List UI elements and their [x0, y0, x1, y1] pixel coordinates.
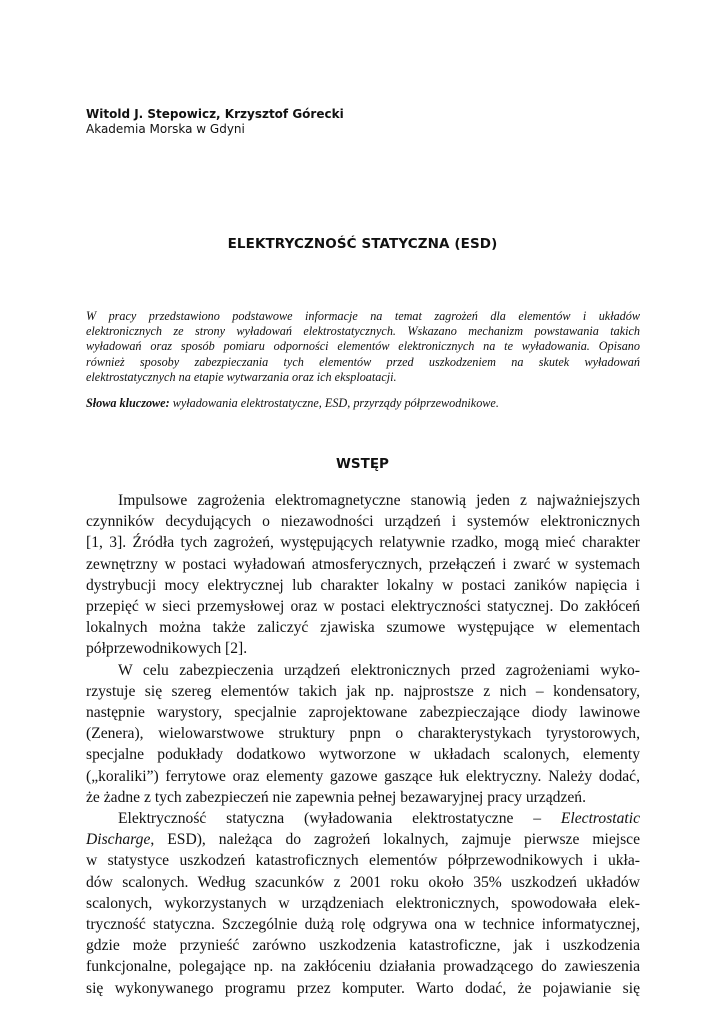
body-line: funkcjonalne, polegające np. na zakłóceniu działania prowadzącego do zawieszenia — [86, 958, 640, 976]
body-line: Impulsowe zagrożenia elektromagnetyczne stanowią jeden z najważniejszych — [118, 492, 640, 509]
section-heading: WSTĘP — [336, 456, 389, 472]
affiliation: Akademia Morska w Gdyni — [86, 122, 245, 136]
body-line: następnie warystory, specjalnie zaprojektowane zabezpieczające diody lawinowe — [86, 704, 640, 722]
body-line: dów scalonych. Według szacunków z 2001 roku około 35% uszkodzeń układów — [86, 873, 640, 891]
body-line: przepięć w sieci przemysłowej oraz w postaci elektryczności statycznej. Do zakłóceń — [86, 598, 640, 616]
body-line: tryczność statyczna. Szczególnie dużą rolę odgrywa ona w technice informatycznej, — [86, 916, 640, 934]
abstract — [86, 309, 640, 385]
keywords — [86, 396, 640, 411]
body-line: dystrybucji mocy elektrycznej lub charakter lokalny w postaci zaników napięcia i — [86, 576, 640, 594]
keywords-label: Słowa kluczowe: — [86, 396, 170, 410]
body-line: gdzie może przynieść zarówno uszkodzenia katastroficzne, jak i uszkodzenia — [86, 937, 640, 955]
keywords-text: wyładowania elektrostatyczne, ESD, przyrządy półprzewodnikowe. — [169, 396, 499, 410]
body-line: W celu zabezpieczenia urządzeń elektronicznych przed zagrożeniami wyko- — [118, 661, 640, 679]
abstract-line: W pracy przedstawiono podstawowe informacje na temat zagrożeń dla elementów i układów — [86, 309, 640, 323]
body-line: że żadne z tych zabezpieczeń nie zapewnia pełnej bezawaryjnej pracy urządzeń. — [86, 788, 586, 806]
author-names: Witold J. Stepowicz, Krzysztof Górecki — [86, 107, 344, 121]
body-line: („koraliki”) ferrytowe oraz elementy gazowe gaszące łuk elektryczny. Należy dodać, — [86, 767, 640, 785]
abstract-line: również sposoby zabezpieczania tych elementów przed uszkodzeniem na skutek wyładowań — [86, 354, 640, 369]
body-line: się wykonywanego programu przez komputer. Warto dodać, że pojawianie się — [86, 979, 640, 997]
body-line: scalonych, wykorzystanych w urządzeniach elektronicznych, spowodowała elek- — [86, 894, 640, 912]
body-line — [86, 829, 640, 850]
body-line: specjalne podukłady dodatkowo wytworzone w układach scalonych, elementy — [86, 746, 640, 764]
body-line: rzystuje się szereg elementów takich jak np. najprostsze z nich – kondensatory, — [86, 682, 640, 700]
body-line: w statystyce uszkodzeń katastroficznych elementów półprzewodnikowych i ukła- — [86, 852, 640, 870]
author-block — [86, 107, 344, 137]
body-line: [1, 3]. Źródła tych zagrożeń, występujących relatywnie rzadko, mogą mieć charakter — [86, 534, 640, 552]
paper-title: ELEKTRYCZNOŚĆ STATYCZNA (ESD) — [227, 236, 498, 252]
body-line: półprzewodnikowych [2]. — [86, 640, 248, 658]
body-line: czynników decydujących o niezawodności urządzeń i systemów elektronicznych — [86, 513, 640, 531]
body-text — [86, 490, 640, 999]
abstract-line: elektronicznych ze strony wyładowań elektrostatycznych. Wskazano mechanizm powstawania takich — [86, 324, 640, 339]
abstract-line: elektrostatycznych na etapie wytwarzania oraz ich eksploatacji. — [86, 369, 397, 384]
body-text-emphasis: Electrostatic — [560, 810, 640, 828]
body-line: zewnętrzny w postaci wyładowań atmosferycznych, przełączeń i zwarć w systemach — [86, 555, 640, 573]
body-line: lokalnych można także zaliczyć zjawiska szumowe występujące w elementach — [86, 619, 640, 637]
body-text-run: , ESD), należąca do zagrożeń lokalnych, zajmuje pierwsze miejsce — [150, 831, 640, 849]
body-line: (Zenera), wielowarstwowe struktury pnpn o charakterystykach tyrystorowych, — [86, 725, 640, 743]
body-line — [86, 808, 640, 829]
abstract-line: wyładowań oraz sposób pomiaru odporności elementów elektronicznych na te wyładowania. Opisano — [86, 339, 640, 354]
body-text-emphasis: Discharge — [86, 831, 151, 849]
body-text-run: Elektryczność statyczna (wyładowania elektrostatyczne – — [118, 810, 561, 828]
